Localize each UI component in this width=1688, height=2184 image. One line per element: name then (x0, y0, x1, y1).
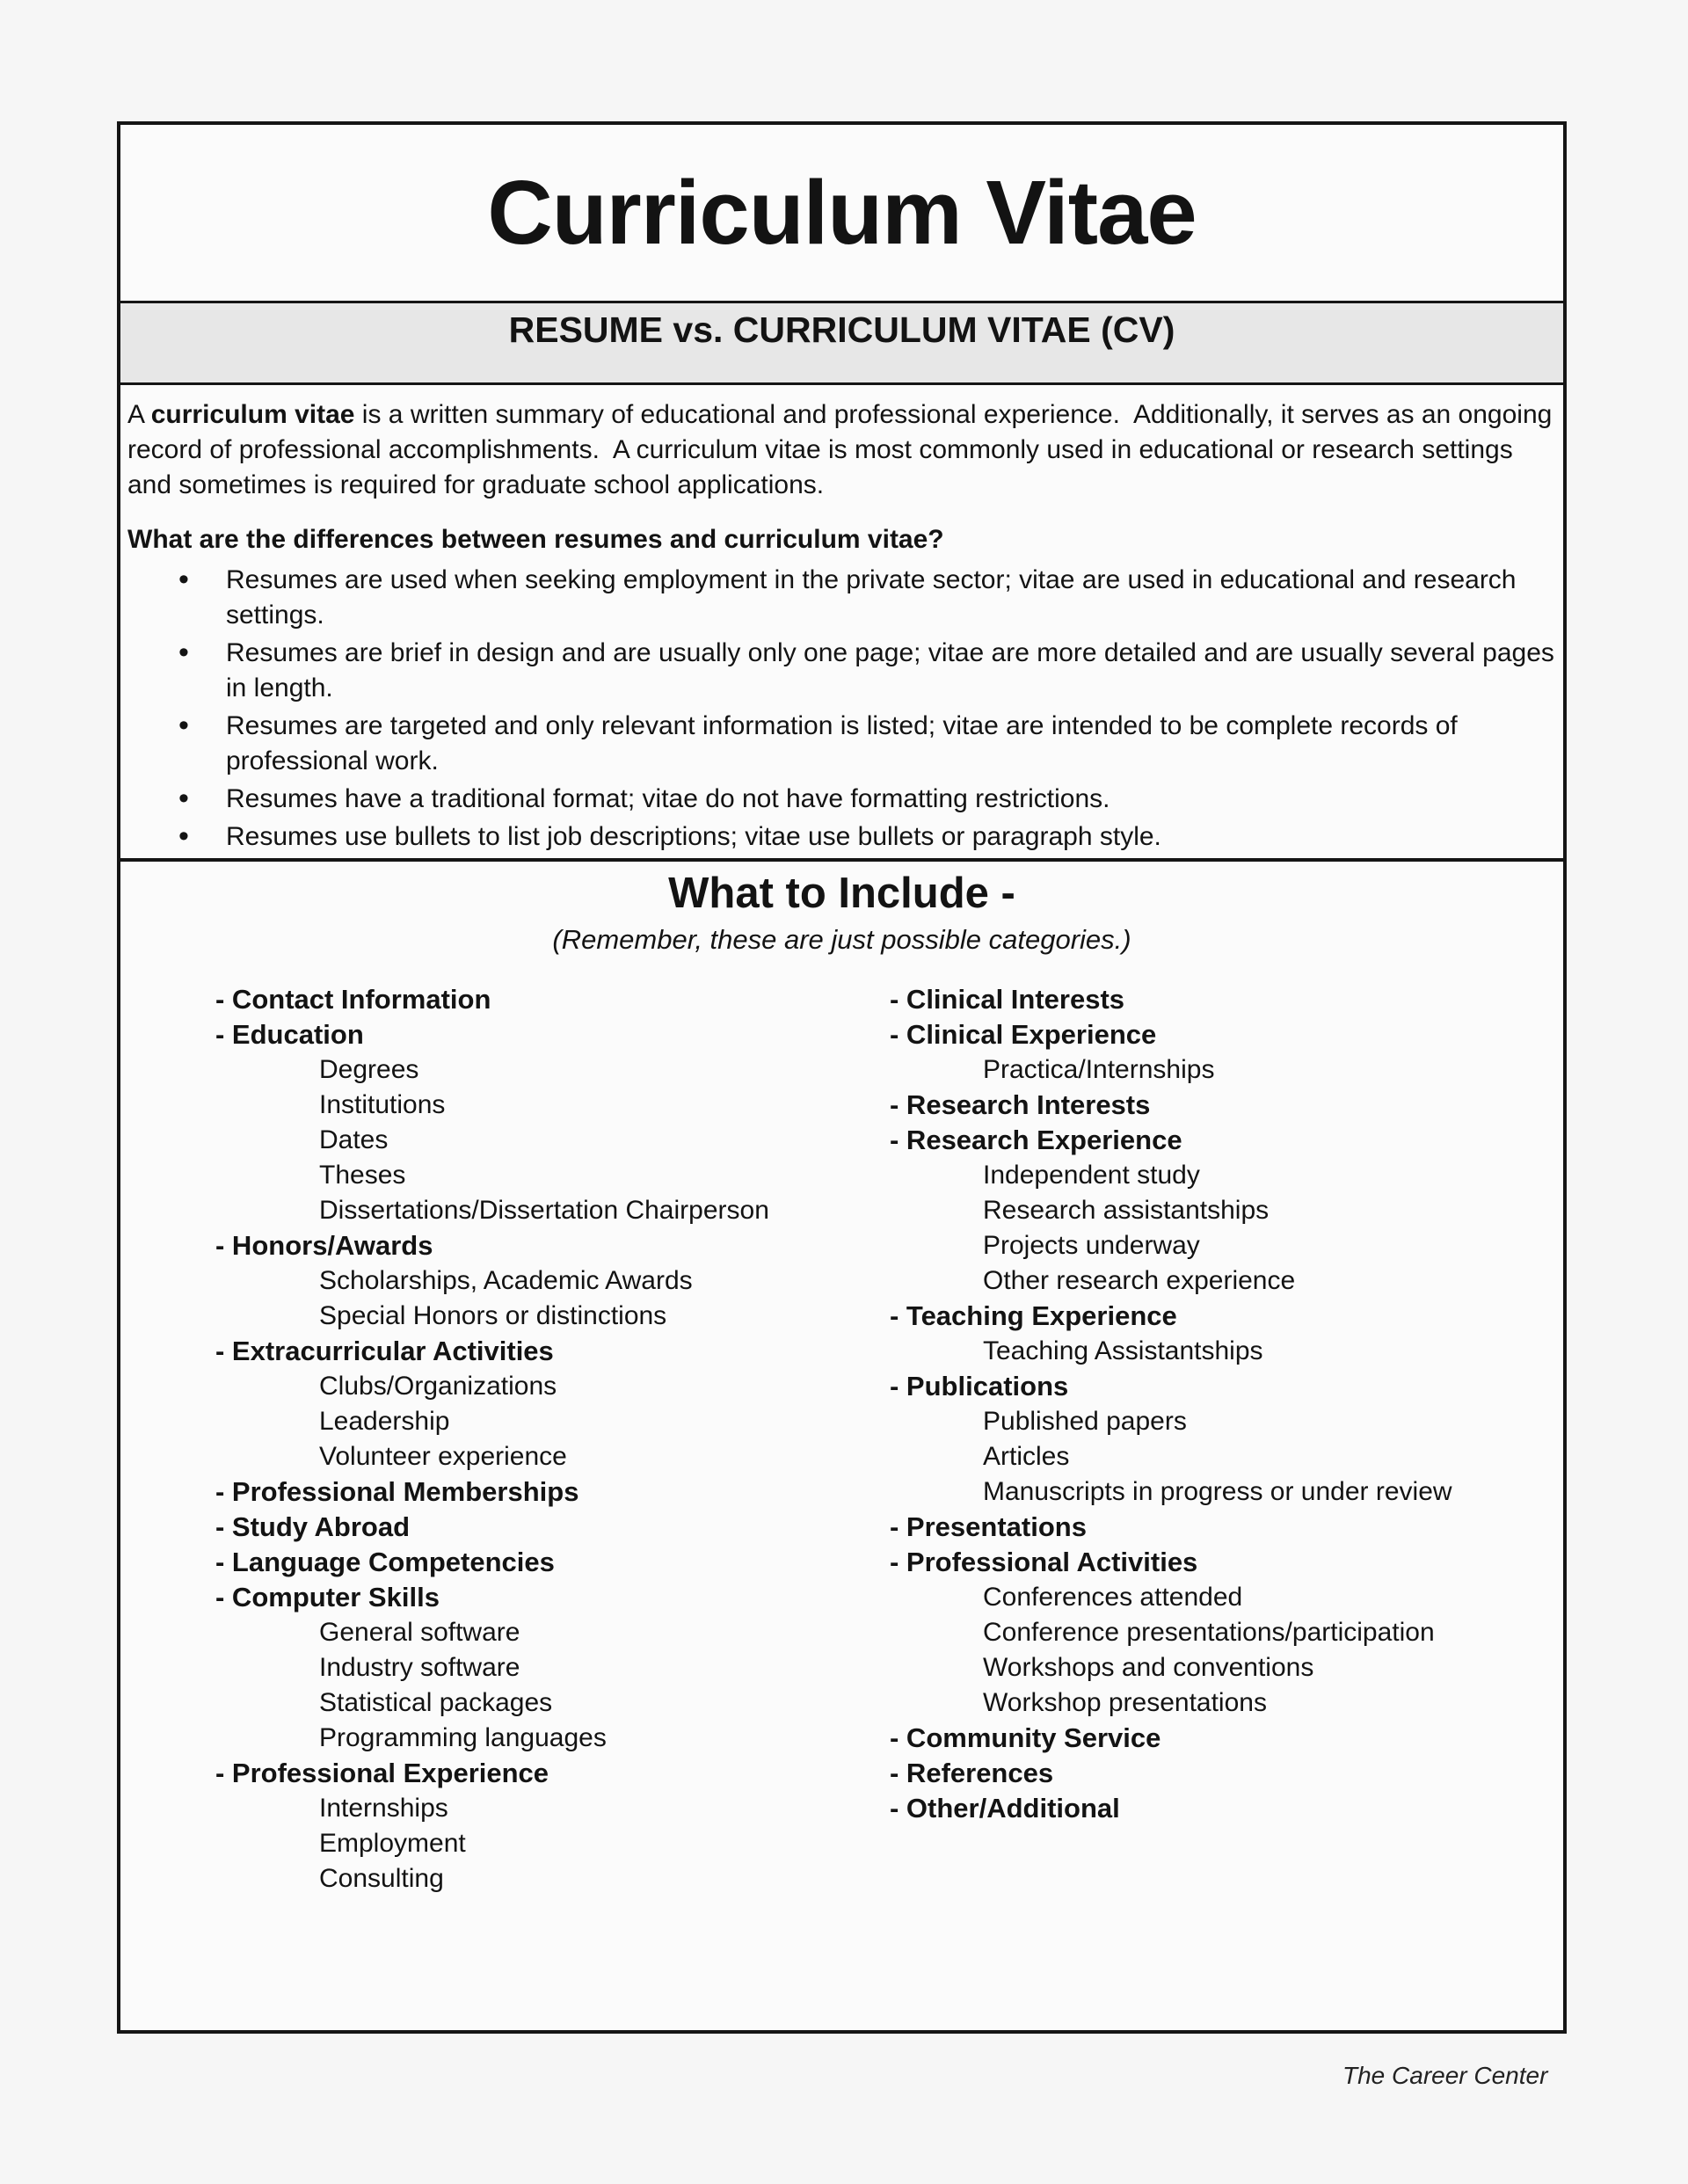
category-header: - Computer Skills (215, 1582, 440, 1613)
category-subitem: Employment (319, 1829, 466, 1858)
category-subitem: Dissertations/Dissertation Chairperson (319, 1196, 769, 1225)
include-heading: What to Include - (668, 870, 1015, 917)
category-subitem: Manuscripts in progress or under review (983, 1477, 1452, 1506)
intro-lead: A (127, 400, 151, 429)
intro-paragraph (127, 397, 1559, 503)
category-header: - Research Experience (890, 1125, 1182, 1155)
category-subitem: Practica/Internships (983, 1055, 1215, 1084)
category-subitem: Institutions (319, 1090, 446, 1119)
category-subitem: Published papers (983, 1407, 1187, 1436)
category-header: - Publications (890, 1371, 1069, 1401)
banner-heading: RESUME vs. CURRICULUM VITAE (CV) (508, 309, 1175, 350)
difference-bullet: • Resumes are used when seeking employment in the private sector; vitae are used in educational and research settings. (127, 563, 1561, 633)
difference-bullet: • Resumes are brief in design and are usually only one page; vitae are more detailed and are usually several pages in length. (127, 636, 1561, 706)
intro-section (120, 382, 1563, 858)
category-header: - Study Abroad (215, 1511, 411, 1542)
category-subitem: Scholarships, Academic Awards (319, 1266, 693, 1295)
category-subitem: Independent study (983, 1161, 1200, 1190)
category-subitem: Consulting (319, 1864, 444, 1893)
category-header: - Professional Memberships (215, 1476, 579, 1507)
category-subitem: Workshops and conventions (983, 1653, 1314, 1682)
category-header: - Language Competencies (215, 1547, 555, 1577)
category-subitem: Conference presentations/participation (983, 1618, 1435, 1647)
category-header: - Clinical Experience (890, 1019, 1157, 1050)
category-header: - Education (215, 1019, 364, 1050)
category-subitem: Teaching Assistantships (983, 1336, 1263, 1365)
category-subitem: Degrees (319, 1055, 419, 1084)
category-subitem: Special Honors or distinctions (319, 1301, 667, 1330)
what-to-include-section (120, 858, 1563, 2030)
category-subitem: Other research experience (983, 1266, 1296, 1295)
category-header: - Presentations (890, 1511, 1087, 1542)
category-header: - Research Interests (890, 1089, 1151, 1120)
difference-bullet: • Resumes have a traditional format; vitae do not have formatting restrictions. (127, 782, 1561, 817)
category-header: - Teaching Experience (890, 1300, 1177, 1331)
difference-bullet: • Resumes use bullets to list job descriptions; vitae use bullets or paragraph style. (127, 819, 1561, 855)
differences-heading: What are the differences between resumes and curriculum vitae? (127, 525, 944, 554)
category-header: - Honors/Awards (215, 1230, 433, 1261)
intro-rest: is a written summary of educational and professional experience. Additionally, it serves as an ongoing record of professional accomplishments. A curriculum vitae is most commonly used in educational or research settings and sometimes is required for graduate school applications. (127, 400, 1560, 499)
footer-credit: The Career Center (1342, 2062, 1548, 2089)
category-header: - Clinical Interests (890, 984, 1125, 1015)
category-subitem: Industry software (319, 1653, 520, 1682)
category-header: - Contact Information (215, 984, 491, 1015)
category-subitem: General software (319, 1618, 520, 1647)
banner-row (120, 301, 1563, 382)
category-subitem: Projects underway (983, 1231, 1200, 1260)
category-subitem: Research assistantships (983, 1196, 1270, 1225)
category-subitem: Conferences attended (983, 1583, 1243, 1612)
category-header: - Professional Experience (215, 1758, 549, 1788)
category-header: - Other/Additional (890, 1793, 1120, 1824)
category-subitem: Theses (319, 1161, 406, 1190)
category-subitem: Dates (319, 1125, 389, 1154)
difference-bullet: • Resumes are targeted and only relevant information is listed; vitae are intended to be complete records of professional work. (127, 709, 1561, 779)
category-subitem: Internships (319, 1794, 448, 1823)
category-subitem: Workshop presentations (983, 1688, 1267, 1717)
include-subtitle: (Remember, these are just possible categories.) (552, 924, 1131, 955)
category-subitem: Volunteer experience (319, 1442, 567, 1471)
category-subitem: Clubs/Organizations (319, 1372, 557, 1401)
cv-handout-document (117, 121, 1567, 2034)
category-subitem: Programming languages (319, 1723, 607, 1752)
category-header: - Community Service (890, 1722, 1161, 1753)
title-row (120, 125, 1563, 301)
category-subitem: Leadership (319, 1407, 450, 1436)
category-header: - Extracurricular Activities (215, 1336, 554, 1366)
include-left-column (215, 982, 769, 1896)
page-title: Curriculum Vitae (487, 162, 1197, 263)
category-header: - Professional Activities (890, 1547, 1198, 1577)
intro-bold-term: curriculum vitae (150, 400, 355, 429)
differences-list (127, 563, 1561, 855)
category-subitem: Articles (983, 1442, 1070, 1471)
include-right-column (890, 982, 1452, 1826)
category-header: - References (890, 1758, 1054, 1788)
category-subitem: Statistical packages (319, 1688, 553, 1717)
